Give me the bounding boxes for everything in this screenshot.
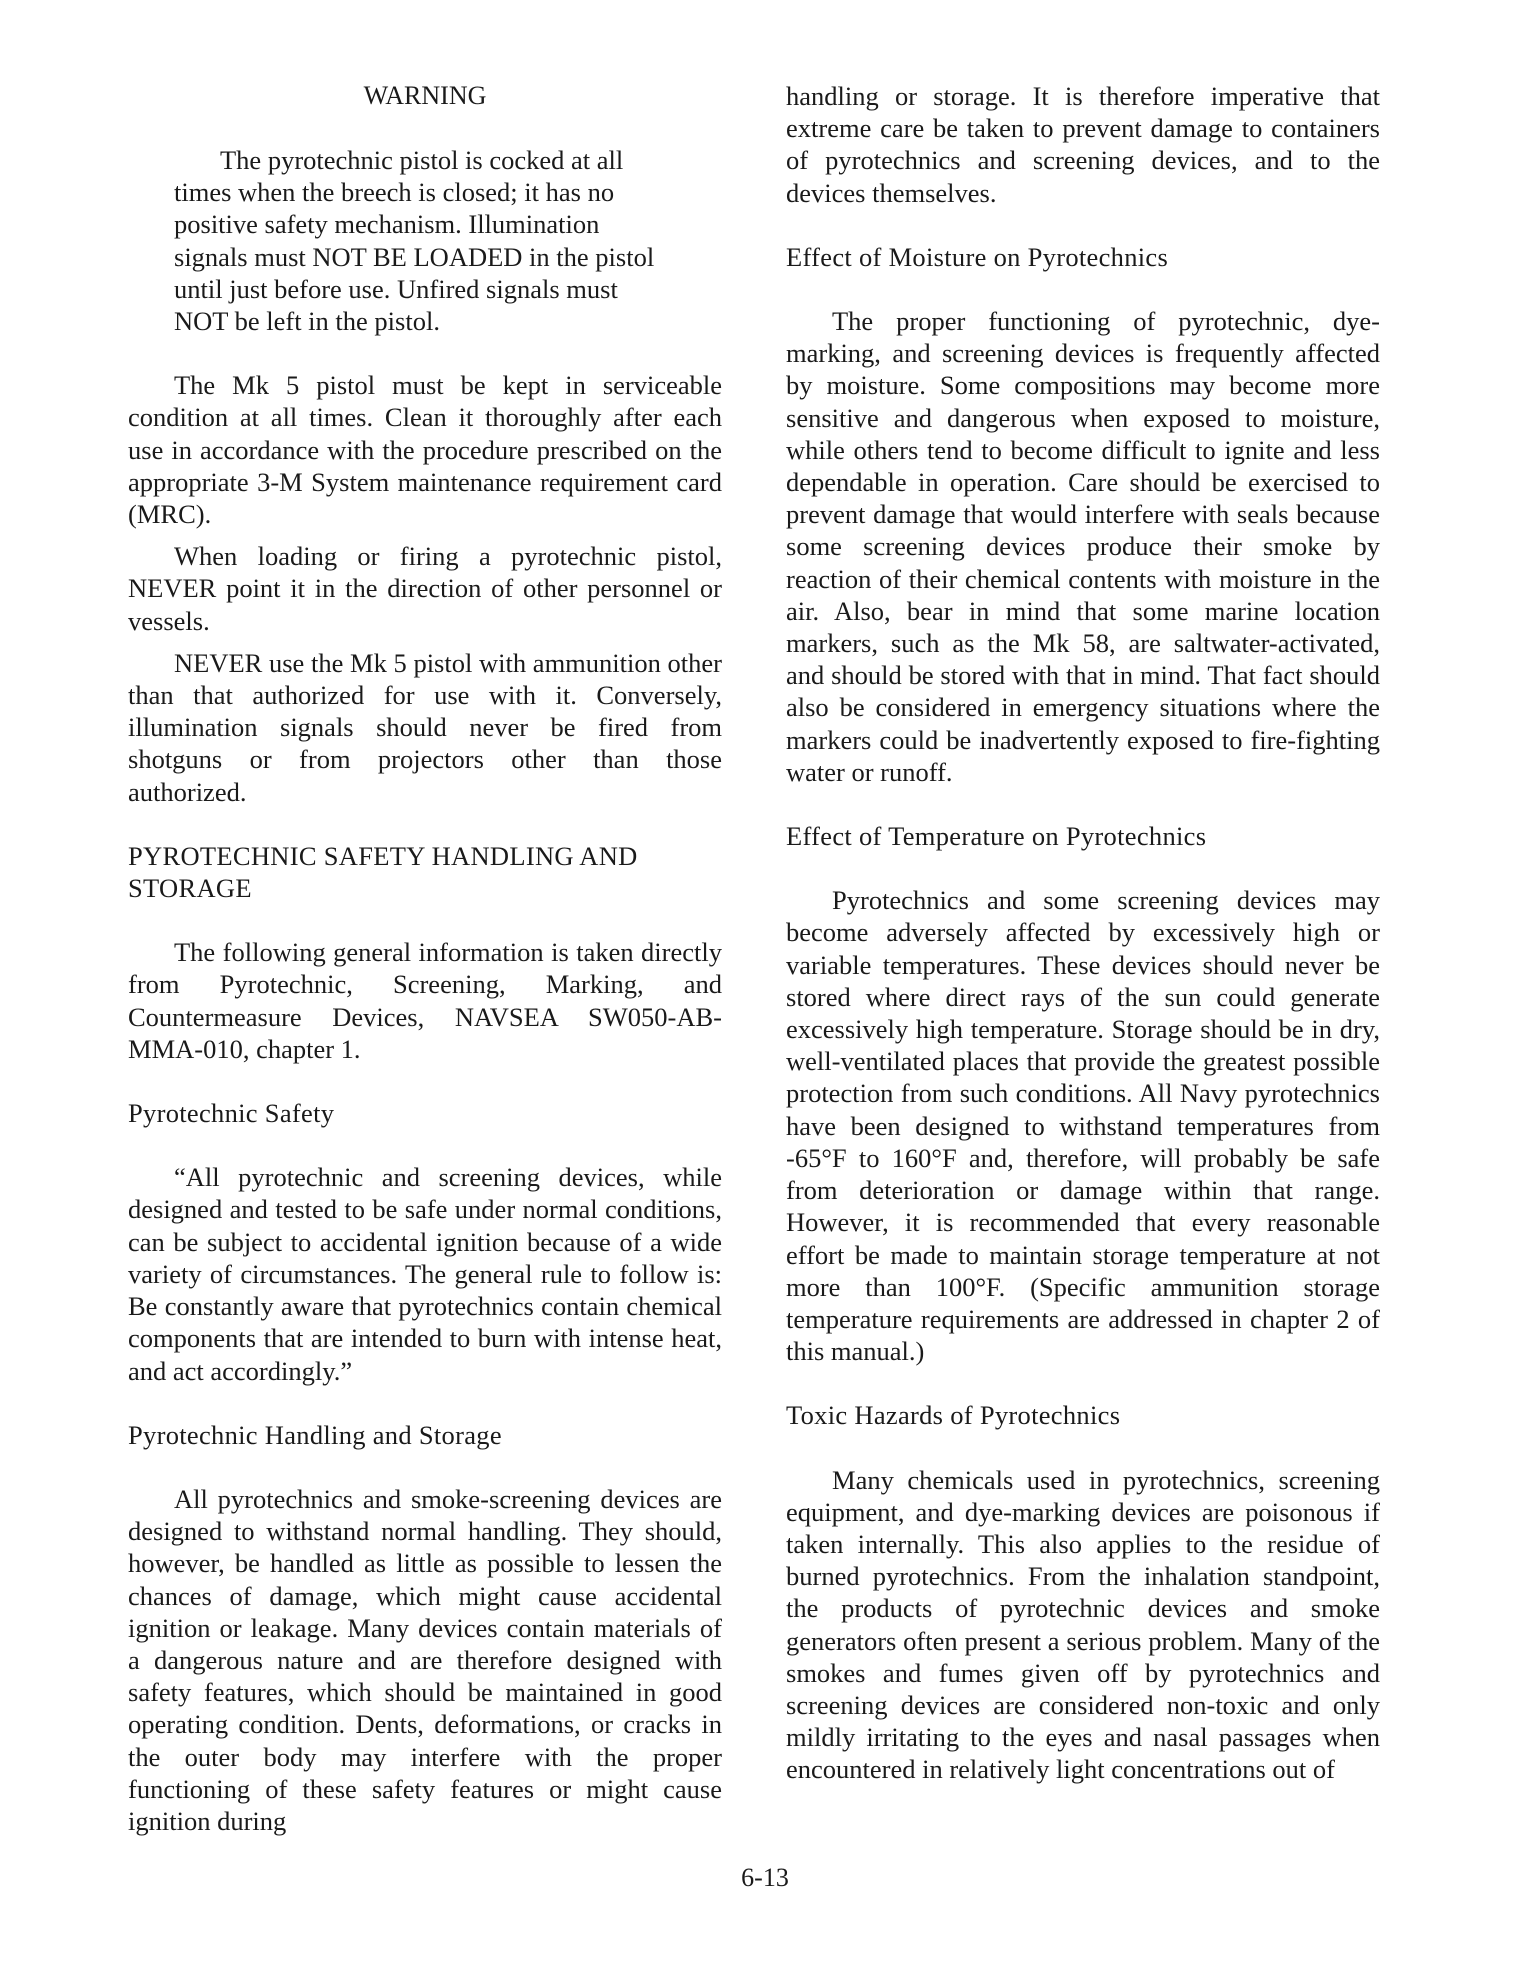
paragraph-moisture: The proper functioning of pyrotechnic, dye-marking, and screening devices is frequently affected by moisture. Some compositions may become more sensitive and dangerous when exposed to moisture, while others tend to become difficult to ignite and less dependable in operation. Care should be exercised to prevent damage that would interfere with seals because some screening devices produce their smoke by reaction of their chemical contents with moisture in the air. Also, bear in mind that some marine location markers, such as the Mk 58, are saltwater-activated, and should be stored with that in mind. That fact should also be considered in emergency situations where the markers could be inadvertently exposed to fire-fighting water or runoff.: [786, 306, 1380, 787]
warning-box: [174, 144, 676, 337]
paragraph-toxic-hazards: Many chemicals used in pyrotechnics, screening equipment, and dye-marking devices are poisonous if taken internally. This also applies to the residue of burned pyrotechnics. From the inhalation standpoint, the products of pyrotechnic devices and smoke generators often present a serious problem. Many of the smokes and fumes given off by pyrotechnics and screening devices are considered non-toxic and only mildly irritating to the eyes and nasal passages when encountered in relatively light concentrations out of: [786, 1464, 1380, 1785]
paragraph-handling: All pyrotechnics and smoke-screening devices are designed to withstand normal handling. They should, however, be handled as little as possible to lessen the chances of damage, which might cause accidental ignition or leakage. Many devices contain materials of a dangerous nature and are therefore designed with safety features, which should be maintained in good operating condition. Dents, deformations, or cracks in the outer body may interfere with the proper functioning of these safety features or might cause ignition during: [128, 1483, 722, 1836]
subheading-handling-storage: Pyrotechnic Handling and Storage: [128, 1419, 502, 1450]
warning-text: The pyrotechnic pistol is cocked at all times when the breech is closed; it has no positive safety mechanism. Illumination signals must NOT BE LOADED in the pistol until just before use. Unfired signals must NOT be left in the pistol.: [174, 145, 655, 337]
subheading-toxic-hazards: Toxic Hazards of Pyrotechnics: [786, 1400, 1121, 1431]
subheading-pyrotechnic-safety: Pyrotechnic Safety: [128, 1098, 335, 1129]
section-heading-safety-storage: PYROTECHNIC SAFETY HANDLING AND STORAGE: [128, 840, 638, 904]
paragraph-temperature: Pyrotechnics and some screening devices may become adversely affected by excessively high or variable temperatures. These devices should never be stored where direct rays of the sun could generate excessively high temperature. Storage should be in dry, well-ventilated places that provide the greatest possible protection from such conditions. All Navy pyrotechnics have been designed to withstand temperatures from -65°F to 160°F and, therefore, will probably be safe from deterioration or damage within that range. However, it is recommended that every reasonable effort be made to maintain storage temperature at not more than 100°F. (Specific ammunition storage temperature requirements are addressed in chapter 2 of this manual.): [786, 885, 1380, 1367]
right-column: [786, 80, 1380, 1786]
subheading-temperature: Effect of Temperature on Pyrotechnics: [786, 821, 1207, 852]
subheading-moisture: Effect of Moisture on Pyrotechnics: [786, 241, 1169, 272]
warning-title: WARNING: [363, 81, 487, 110]
paragraph-pistol-maintenance: The Mk 5 pistol must be kept in serviceable condition at all times. Clean it thoroughly after each use in accordance with the procedure prescribed on the appropriate 3-M System maintenance requirement card (MRC).: [128, 370, 722, 530]
page-number: 6-13: [741, 1863, 789, 1892]
paragraph-pistol-loading: When loading or firing a pyrotechnic pistol, NEVER point it in the direction of other personnel or vessels.: [128, 541, 722, 636]
paragraph-pistol-ammunition: NEVER use the Mk 5 pistol with ammunition other than that authorized for use with it. Conversely, illumination signals should never be fired from shotguns or from projectors other than those authorized.: [128, 647, 722, 807]
left-column: [128, 80, 722, 1837]
paragraph-handling-continued: handling or storage. It is therefore imperative that extreme care be taken to prevent damage to containers of pyrotechnics and screening devices, and to the devices themselves.: [786, 81, 1380, 208]
paragraph-safety-quote: “All pyrotechnic and screening devices, while designed and tested to be safe under normal conditions, can be subject to accidental ignition because of a wide variety of circumstances. The general rule to follow is: Be constantly aware that pyrotechnics contain chemical components that are intended to burn with intense heat, and act accordingly.”: [128, 1162, 722, 1386]
paragraph-source-reference: The following general information is taken directly from Pyrotechnic, Screening, Marking, and Countermeasure Devices, NAVSEA SW050-AB-MMA-010, chapter 1.: [128, 937, 722, 1064]
